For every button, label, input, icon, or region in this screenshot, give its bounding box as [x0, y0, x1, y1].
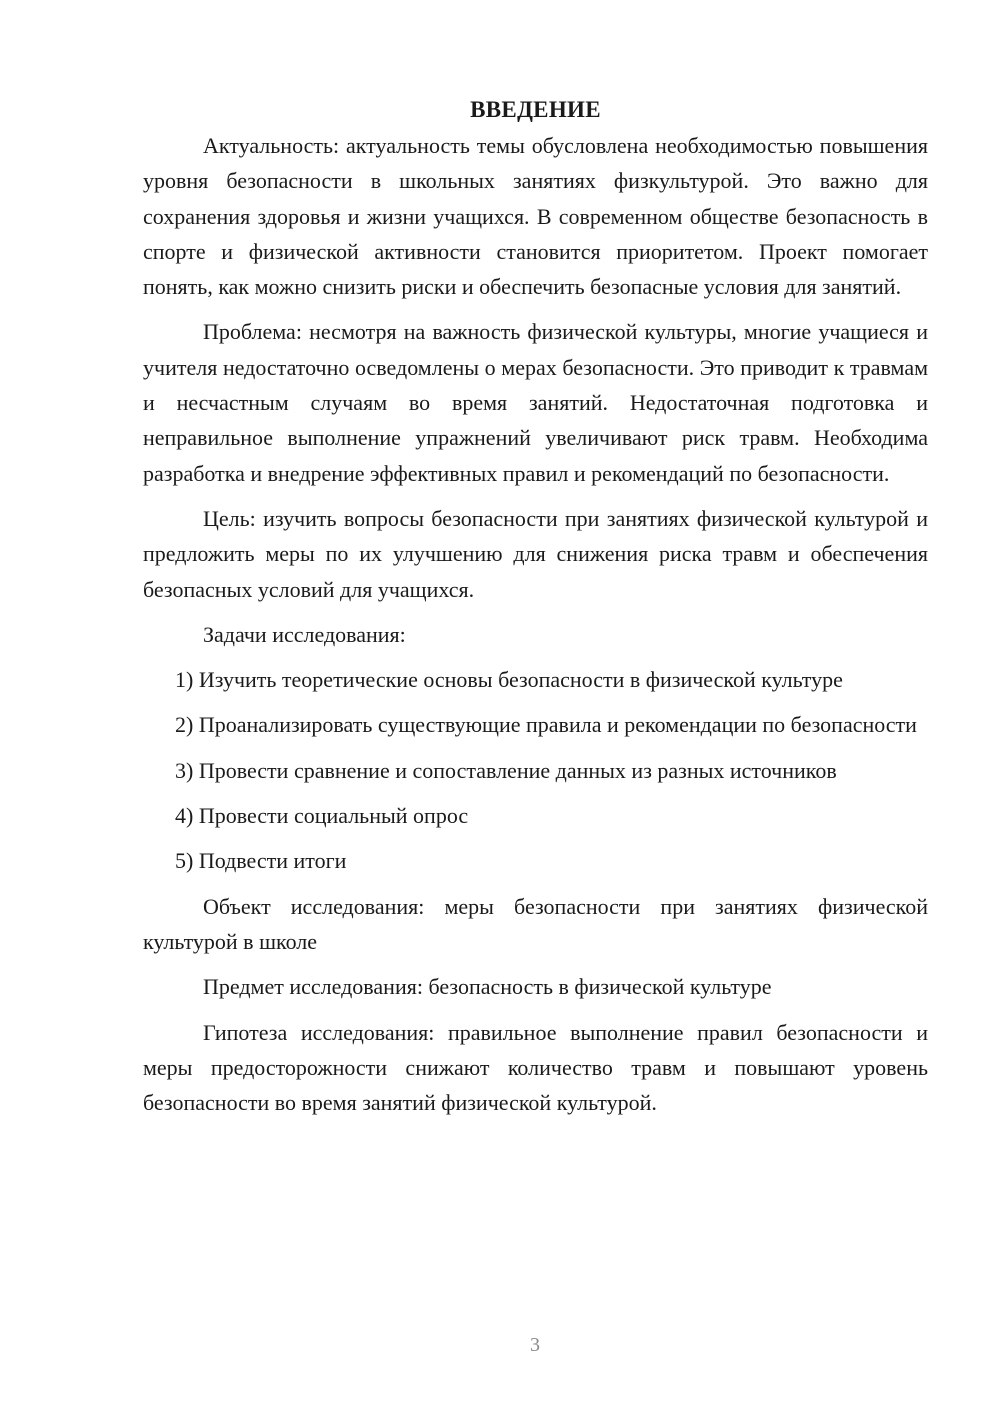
document-page	[143, 92, 928, 1130]
paragraph-hypothesis: Гипотеза исследования: правильное выполнение правил безопасности и меры предосторожности снижают количество травм и повышают уровень безопасности во время занятий физической культурой.	[143, 1019, 928, 1116]
paragraph-problem: Проблема: несмотря на важность физической культуры, многие учащиеся и учителя недостаточно осведомлены о мерах безопасности. Это приводит к травмам и несчастным случаям во время занятий. Недостаточная подготовка и неправильное выполнение упражнений увеличивают риск травм. Необходима разработка и внедрение эффективных правил и рекомендаций по безопасности.	[143, 319, 928, 486]
paragraph-relevance: Актуальность: актуальность темы обусловлена необходимостью повышения уровня безопасности в школьных занятиях физкультурой. Это важно для сохранения здоровья и жизни учащихся. В современном обществе безопасность в спорте и физической активности становится приоритетом. Проект помогает понять, как можно снизить риски и обеспечить безопасные условия для занятий.	[143, 133, 928, 300]
paragraph-object: Объект исследования: меры безопасности при занятиях физической культурой в школе	[143, 893, 928, 954]
paragraph-goal: Цель: изучить вопросы безопасности при занятиях физической культурой и предложить меры по их улучшению для снижения риска травм и обеспечения безопасных условий для учащихся.	[143, 505, 928, 602]
task-item-3: 3) Провести сравнение и сопоставление данных из разных источников	[175, 757, 837, 783]
task-item-1: 1) Изучить теоретические основы безопасности в физической культуре	[175, 667, 843, 693]
page-title: ВВЕДЕНИЕ	[470, 97, 601, 122]
task-item-2: 2) Проанализировать существующие правила и рекомендации по безопасности	[175, 712, 917, 738]
paragraph-tasks-heading: Задачи исследования:	[203, 621, 406, 647]
task-item-4: 4) Провести социальный опрос	[175, 803, 469, 829]
page-number: 3	[530, 1334, 540, 1356]
paragraph-subject: Предмет исследования: безопасность в физической культуре	[203, 974, 772, 1000]
task-item-5: 5) Подвести итоги	[175, 848, 347, 874]
